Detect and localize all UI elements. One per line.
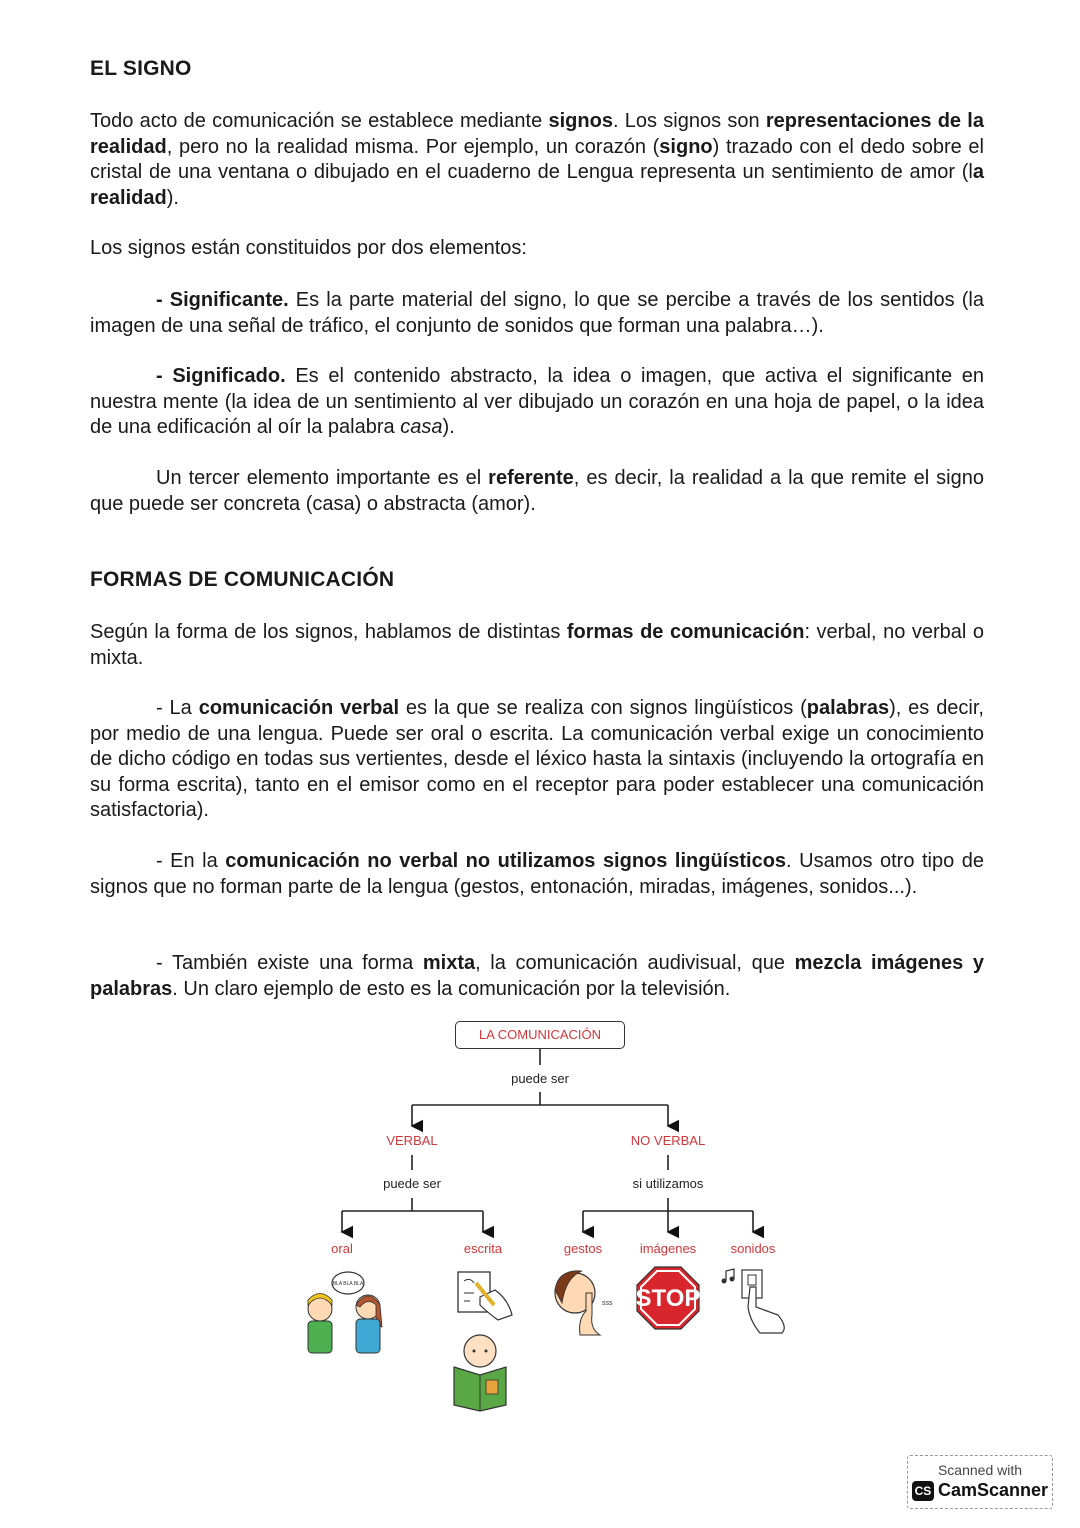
section-title-formas: FORMAS DE COMUNICACIÓN (90, 568, 395, 591)
link-label-puede-ser: puede ser (511, 1071, 569, 1086)
children-talking-icon (308, 1272, 382, 1353)
node-escrita: escrita (463, 1241, 503, 1256)
sss-text: sss (602, 1300, 613, 1307)
boy-reading-icon (454, 1335, 506, 1411)
paragraph-mixta: - También existe una forma mixta, la comunicación audivisual, que mezcla imágenes y palabras. Un claro ejemplo de esto es la comunicación por la televisión. (90, 952, 984, 1000)
node-gestos: gestos (563, 1241, 603, 1256)
paragraph-elementos: Los signos están constituidos por dos elementos: (90, 237, 527, 259)
writing-hand-icon (458, 1272, 512, 1320)
paragraph-significante: - Significante. Es la parte material del signo, lo que se percibe a través de los sentidos (la imagen de una señal de tráfico, el conjunto de sonidos que forman una palabra…). (90, 289, 984, 337)
speech-bubble-text: BLA BLA BLA (332, 1281, 364, 1287)
node-verbal: VERBAL (386, 1133, 438, 1148)
camscanner-logo-icon: CS (912, 1481, 934, 1501)
camscanner-watermark (907, 1455, 1053, 1509)
paragraph-formas-intro: Según la forma de los signos, hablamos de distintas formas de comunicación: verbal, no verbal o mixta. (90, 621, 985, 669)
paragraph-signo-intro: Todo acto de comunicación se establece mediante signos. Los signos son representaciones de la realidad, pero no la realidad misma. Por ejemplo, un corazón (signo) trazado con el dedo sobre el cristal de una ventana o dibujado en el cuaderno de Lengua representa un sentimiento de amor (la realidad). (90, 110, 984, 209)
stop-sign-text: STOP (635, 1285, 701, 1312)
paragraph-significado: - Significado. Es el contenido abstracto, la idea o imagen, que activa el significante en nuestra mente (la idea de un sentimiento al ver dibujado un corazón en una hoja de papel, o la idea de una edificación al oír la palabra casa). (90, 365, 984, 438)
watermark-brand (908, 1480, 1052, 1501)
paragraph-referente: Un tercer elemento importante es el referente, es decir, la realidad a la que remite el signo que puede ser concreta (casa) o abstracta (amor). (90, 467, 984, 515)
watermark-brand-text: CamScanner (937, 1480, 1049, 1500)
watermark-scanned-with: Scanned with (937, 1462, 1023, 1478)
link-label-no-verbal: si utilizamos (632, 1176, 704, 1191)
node-imagenes: imágenes (639, 1241, 697, 1256)
paragraph-no-verbal: - En la comunicación no verbal no utilizamos signos lingüísticos. Usamos otro tipo de signos que no forman parte de la lengua (gestos, entonación, miradas, imágenes, sonidos...). (90, 850, 985, 898)
node-sonidos: sonidos (730, 1241, 776, 1256)
section-title-el-signo: EL SIGNO (90, 57, 192, 80)
shush-gesture-icon (555, 1271, 613, 1335)
paragraph-verbal: - La comunicación verbal es la que se realiza con signos lingüísticos (palabras), es decir, por medio de una lengua. Puede ser oral o escrita. La comunicación verbal exige un conocimiento de dicho código en todas sus vertientes, desde el léxico hasta la sintaxis (incluyendo la ortografía en su forma escrita), tanto en el emisor como en el receptor para poder establecer una comunicación satisfactoria). (90, 697, 984, 821)
link-label-verbal: puede ser (383, 1176, 441, 1191)
stop-sign-icon (636, 1267, 701, 1329)
root-node-label: LA COMUNICACIÓN (478, 1027, 602, 1042)
node-no-verbal: NO VERBAL (630, 1133, 706, 1148)
sound-button-icon (722, 1269, 785, 1333)
communication-diagram (290, 1015, 810, 1415)
node-oral: oral (331, 1241, 353, 1256)
